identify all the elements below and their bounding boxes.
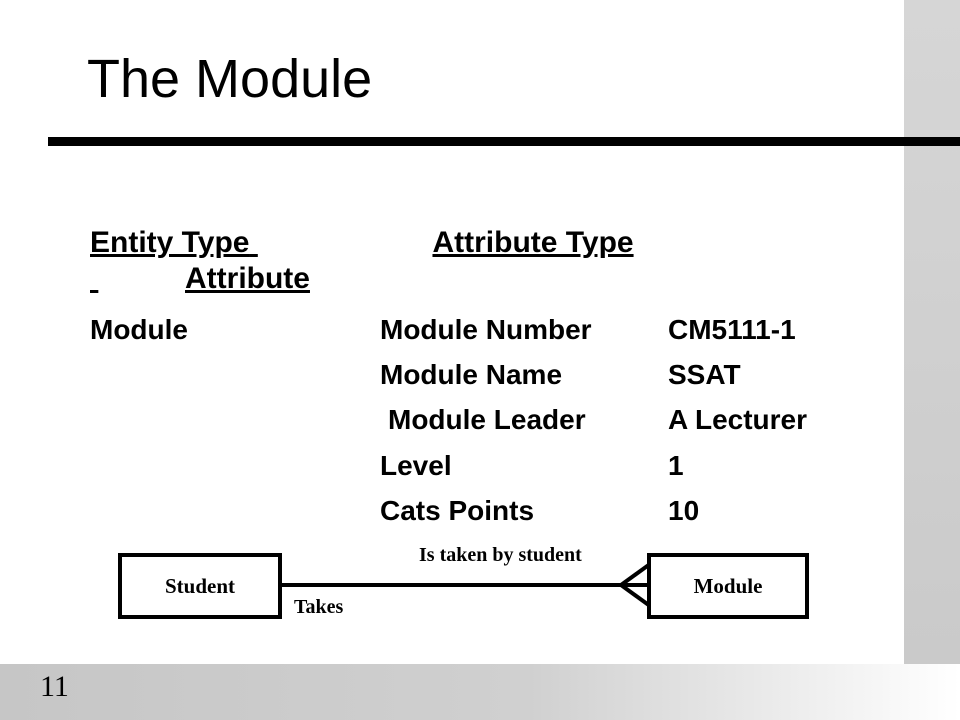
relationship-label-below: Takes: [294, 596, 344, 618]
header-attribute: Attribute: [185, 262, 310, 295]
student-entity-box: [118, 553, 282, 619]
module-entity-box: [647, 553, 809, 619]
module-entity-label: Module: [693, 574, 763, 598]
row-attribute-type: Module Number: [380, 314, 592, 345]
student-entity-label: Student: [164, 574, 236, 598]
slide-title: The Module: [87, 49, 373, 109]
row-attribute-value: 10: [668, 495, 700, 526]
header-attribute-type: Attribute Type: [432, 226, 634, 259]
crows-foot-upper: [621, 564, 650, 585]
row-attribute-value: CM5111-1: [668, 314, 796, 345]
row-attribute-type: Module Leader: [388, 404, 586, 435]
row-attribute-value: 1: [668, 450, 684, 481]
entity-name: Module: [90, 314, 188, 345]
row-attribute-value: SSAT: [668, 359, 741, 390]
row-attribute-type: Level: [380, 450, 452, 481]
slide-number: 11: [40, 670, 69, 703]
header-entity-type: Entity Type: [90, 226, 250, 259]
row-attribute-value: A Lecturer: [668, 404, 808, 435]
crows-foot-lower: [621, 585, 650, 606]
row-attribute-type: Module Name: [380, 359, 563, 390]
row-attribute-type: Cats Points: [380, 495, 535, 526]
relationship-label-above: Is taken by student: [419, 544, 582, 566]
